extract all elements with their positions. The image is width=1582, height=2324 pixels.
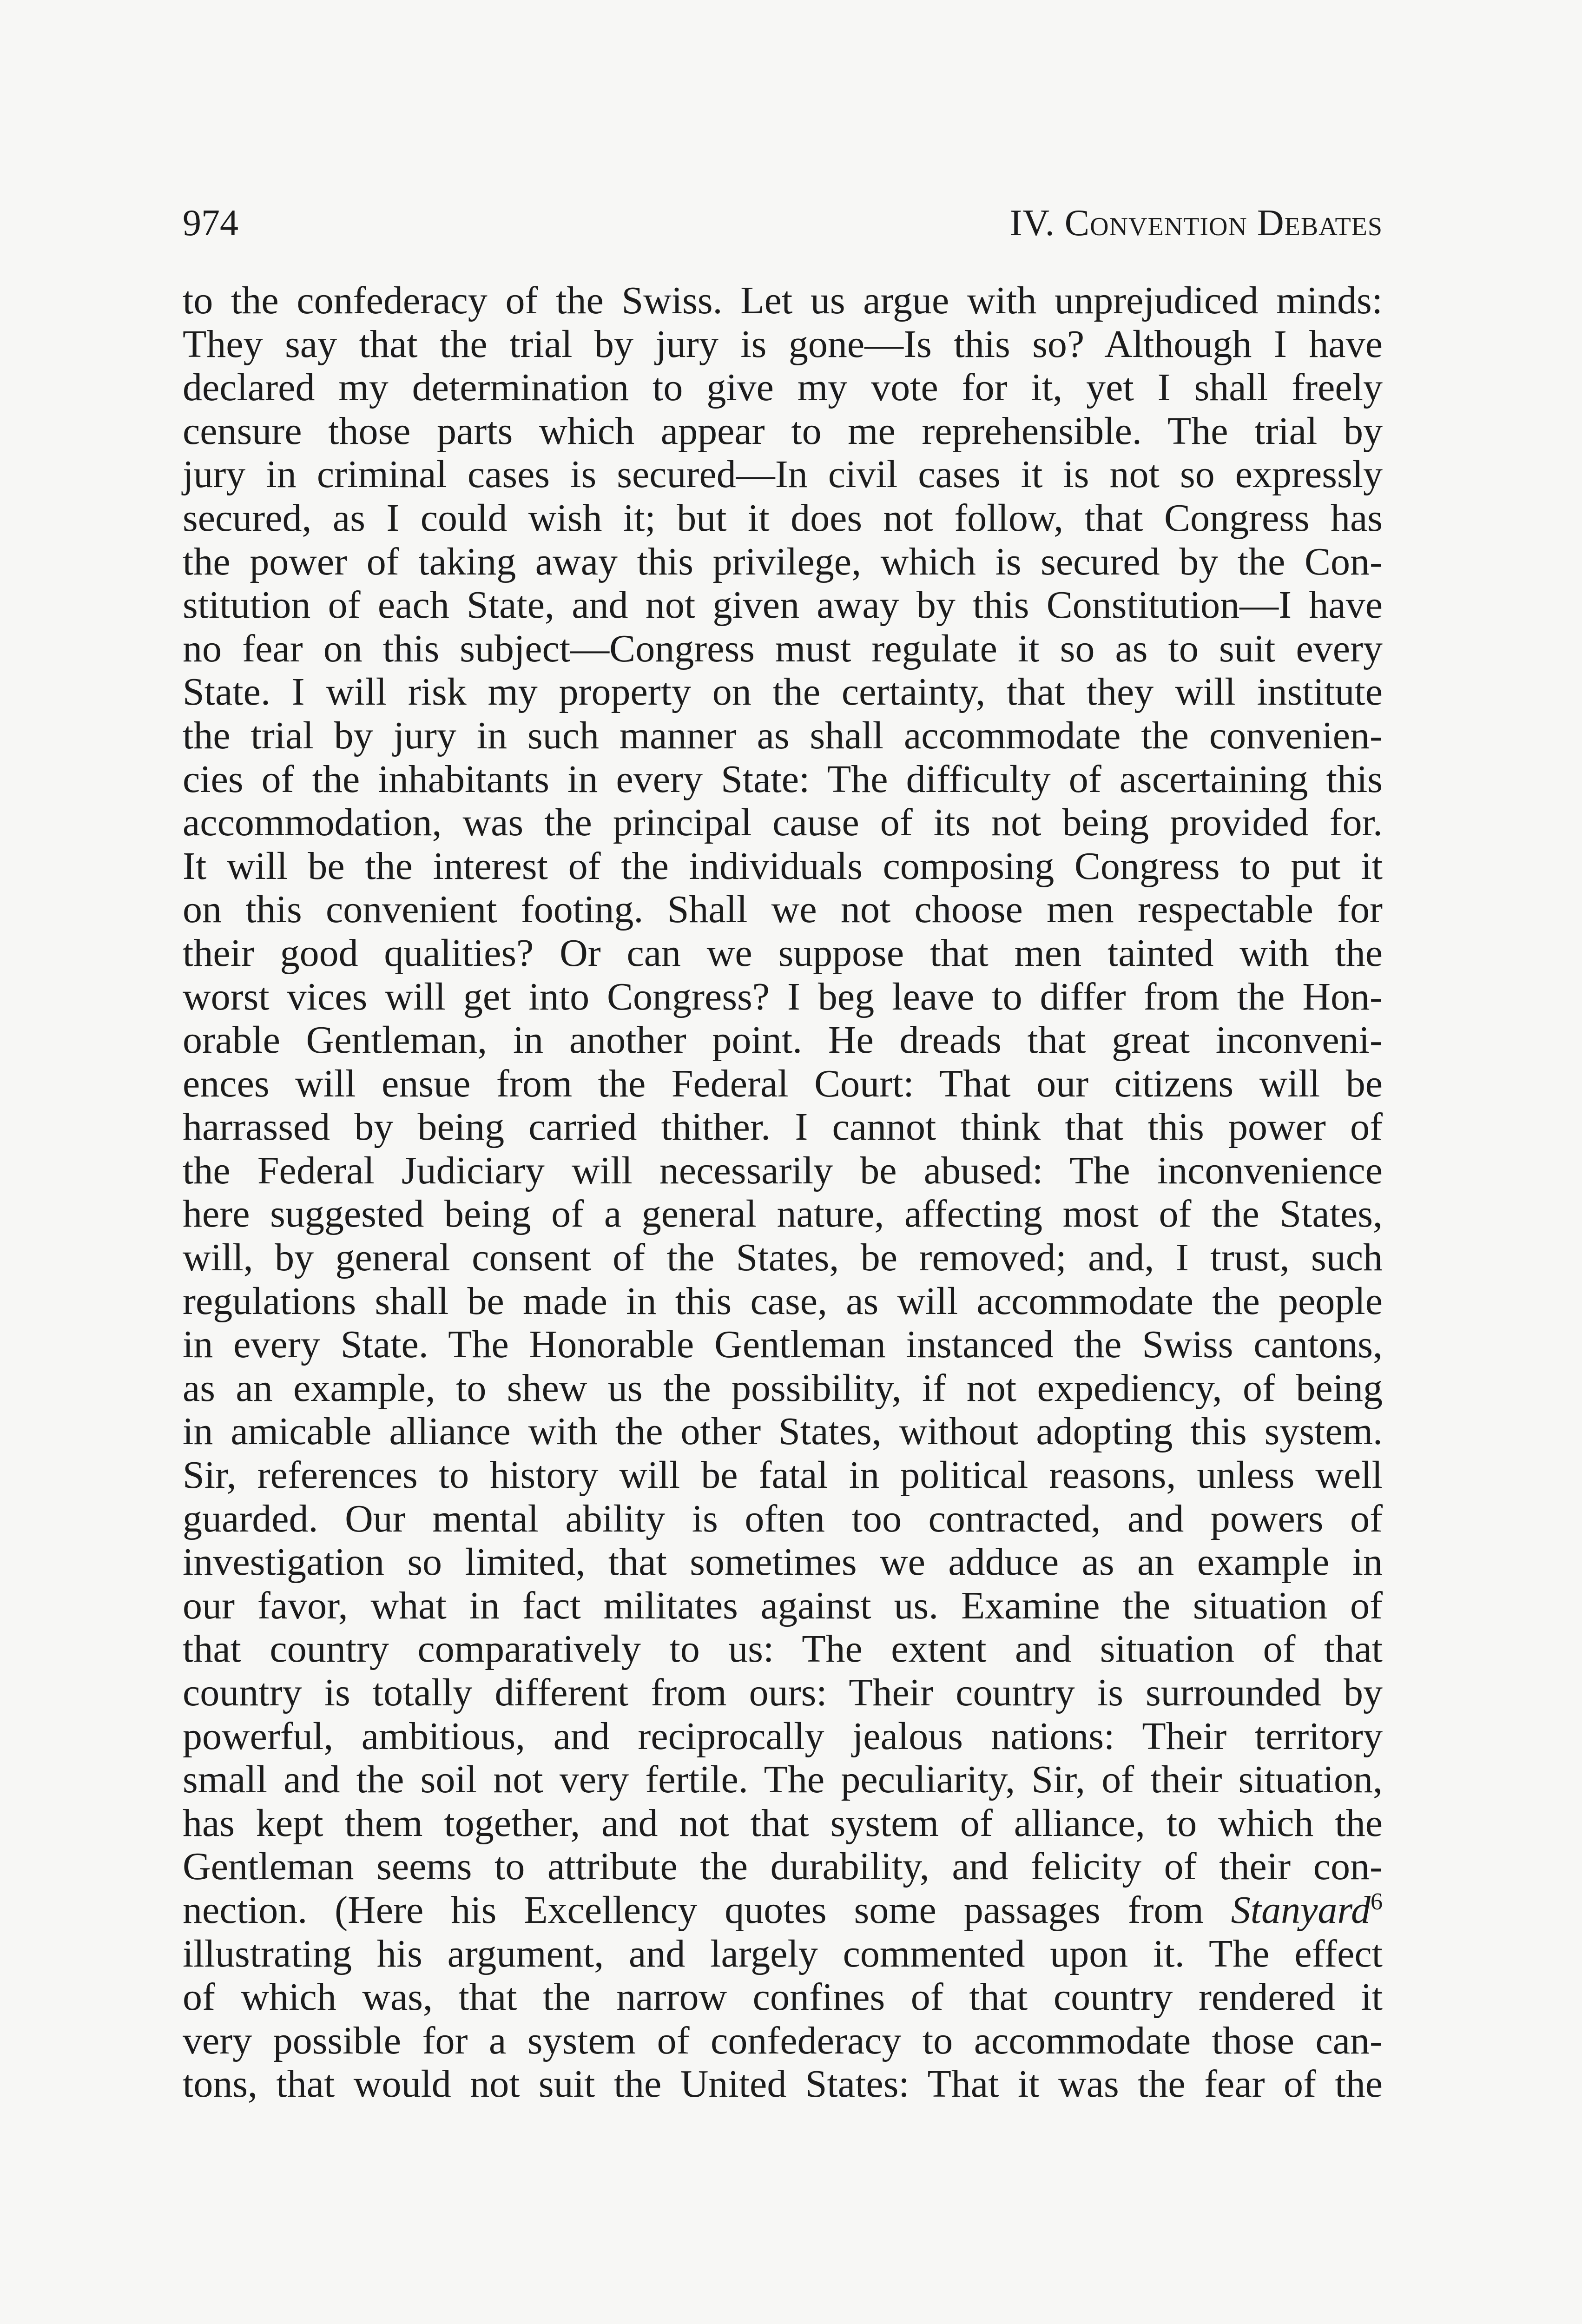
text-line: on this convenient footing. Shall we not choose men respectable for bbox=[183, 888, 1383, 931]
text-line: illustrating his argument, and largely commented upon it. The effect bbox=[183, 1932, 1383, 1975]
text-line: very possible for a system of confederacy to accommodate those can- bbox=[183, 2019, 1383, 2062]
text-line: that country comparatively to us: The extent and situation of that bbox=[183, 1627, 1383, 1671]
text-line: their good qualities? Or can we suppose that men tainted with the bbox=[183, 931, 1383, 975]
text-line: small and the soil not very fertile. The peculiarity, Sir, of their situation, bbox=[183, 1758, 1383, 1802]
text-line: Sir, references to history will be fatal in political reasons, unless well bbox=[183, 1453, 1383, 1497]
text-line: ences will ensue from the Federal Court: That our citizens will be bbox=[183, 1062, 1383, 1105]
text-line: stitution of each State, and not given away by this Constitution—I have bbox=[183, 583, 1383, 627]
text-line: secured, as I could wish it; but it does not follow, that Congress has bbox=[183, 496, 1383, 540]
text-line: jury in criminal cases is secured—In civil cases it is not so expressly bbox=[183, 453, 1383, 496]
text-line: has kept them together, and not that system of alliance, to which the bbox=[183, 1801, 1383, 1845]
text-line: cies of the inhabitants in every State: The difficulty of ascertaining this bbox=[183, 757, 1383, 801]
text-line: the power of taking away this privilege, which is secured by the Con- bbox=[183, 540, 1383, 583]
page-number: 974 bbox=[183, 203, 238, 244]
text-line: declared my determination to give my vote for it, yet I shall freely bbox=[183, 366, 1383, 409]
text-line: to the confederacy of the Swiss. Let us argue with unprejudiced minds: bbox=[183, 279, 1383, 322]
text-line: as an example, to shew us the possibility, if not expediency, of being bbox=[183, 1366, 1383, 1410]
text-line: in amicable alliance with the other States, without adopting this system. bbox=[183, 1410, 1383, 1453]
text-line: will, by general consent of the States, be removed; and, I trust, such bbox=[183, 1236, 1383, 1280]
citation-stanyard: Stanyard bbox=[1231, 1888, 1371, 1932]
text-line: harrassed by being carried thither. I cannot think that this power of bbox=[183, 1105, 1383, 1149]
text-line: no fear on this subject—Congress must regulate it so as to suit every bbox=[183, 627, 1383, 670]
text-line: They say that the trial by jury is gone—Is this so? Although I have bbox=[183, 322, 1383, 366]
text-line: powerful, ambitious, and reciprocally jealous nations: Their territory bbox=[183, 1714, 1383, 1758]
text-line: It will be the interest of the individuals composing Congress to put it bbox=[183, 844, 1383, 888]
text-line: in every State. The Honorable Gentleman instanced the Swiss cantons, bbox=[183, 1323, 1383, 1367]
text-line: censure those parts which appear to me reprehensible. The trial by bbox=[183, 409, 1383, 453]
text-line: State. I will risk my property on the certainty, that they will institute bbox=[183, 670, 1383, 714]
text-line: regulations shall be made in this case, as will accommodate the people bbox=[183, 1279, 1383, 1323]
text-line: orable Gentleman, in another point. He dreads that great inconveni- bbox=[183, 1018, 1383, 1062]
footnote-marker[interactable]: 6 bbox=[1371, 1888, 1383, 1915]
text-line: nection. (Here his Excellency quotes some passages from Stanyard$^6$ bbox=[183, 1888, 1383, 1932]
body-text bbox=[183, 279, 1383, 2106]
text-line: the Federal Judiciary will necessarily be abused: The inconvenience bbox=[183, 1149, 1383, 1192]
text-line: of which was, that the narrow confines of that country rendered it bbox=[183, 1975, 1383, 2019]
text-line: country is totally different from ours: Their country is surrounded by bbox=[183, 1671, 1383, 1714]
section-title: IV. Convention Debates bbox=[1009, 203, 1383, 244]
text-line: accommodation, was the principal cause of its not being provided for. bbox=[183, 801, 1383, 845]
text-line: tons, that would not suit the United States: That it was the fear of the bbox=[183, 2062, 1383, 2106]
text-line: the trial by jury in such manner as shall accommodate the convenien- bbox=[183, 713, 1383, 757]
text-line: investigation so limited, that sometimes we adduce as an example in bbox=[183, 1540, 1383, 1584]
text-line: worst vices will get into Congress? I beg leave to differ from the Hon- bbox=[183, 975, 1383, 1018]
text-line: here suggested being of a general nature, affecting most of the States, bbox=[183, 1192, 1383, 1236]
text-line: our favor, what in fact militates against us. Examine the situation of bbox=[183, 1584, 1383, 1627]
text-line: Gentleman seems to attribute the durability, and felicity of their con- bbox=[183, 1845, 1383, 1888]
text-line: guarded. Our mental ability is often too contracted, and powers of bbox=[183, 1497, 1383, 1540]
running-head bbox=[183, 198, 1383, 249]
